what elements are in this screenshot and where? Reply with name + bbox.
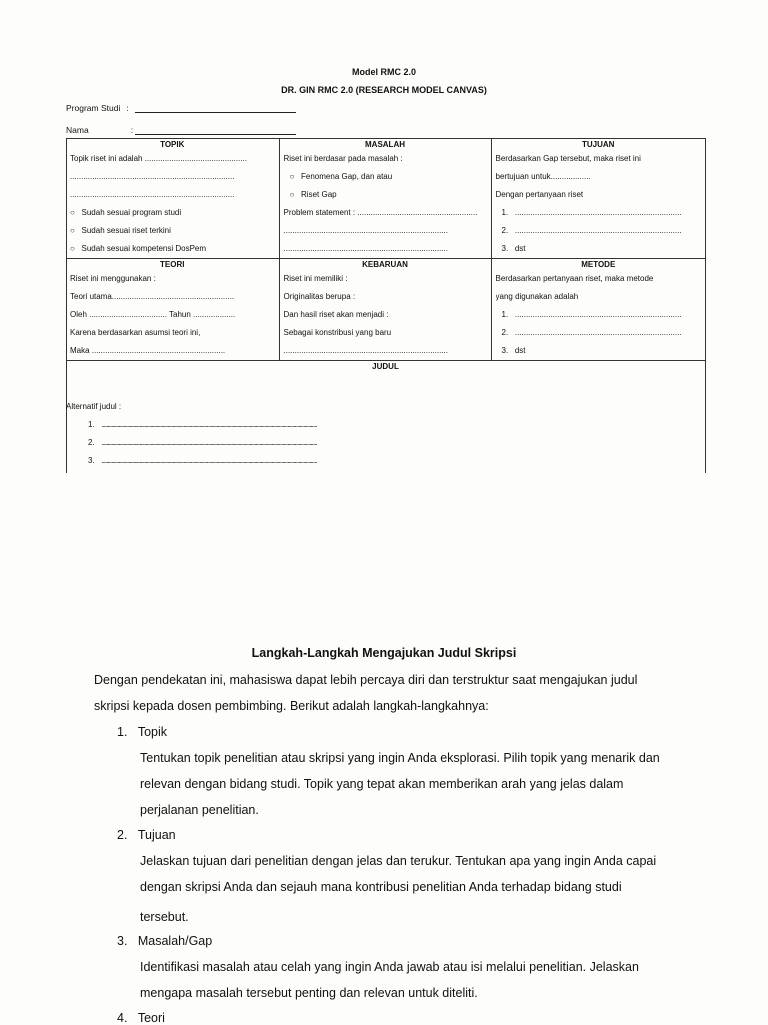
step-2-body [140,848,687,930]
alternatif-judul-label: Alternatif judul : [66,402,122,411]
circle-bullet-icon: ○ [289,190,295,199]
step-line: dengan skripsi Anda dan sejauh mana kontribusi penelitian Anda terhadap bidang studi [140,880,622,894]
step-line: Jelaskan tujuan dari penelitian dengan jelas dan terukur. Tentukan apa yang ingin Anda capai [140,854,657,868]
kebaruan-line: Riset ini memiliki : [283,274,348,283]
masalah-line: Riset ini berdasar pada masalah : [283,154,403,163]
masalah-header: MASALAH [279,139,491,151]
step-4-title: 4. Teori [117,1011,165,1025]
tujuan-question-2[interactable]: 2. ........................................................................... [501,226,682,235]
step-1-body [140,745,687,823]
table-right-border [705,138,706,473]
step-line: perjalanan penelitian. [140,803,259,817]
kebaruan-cell [279,270,491,361]
judul-option-1[interactable]: 1. ................................................................................................................................................................................ [88,420,317,429]
circle-bullet-icon: ○ [70,226,75,235]
nama-label: Nama : [66,125,134,135]
kebaruan-line: Originalitas berupa : [283,292,356,301]
step-line: tersebut. [140,910,189,924]
step-line: mengapa masalah tersebut penting dan relevan untuk diteliti. [140,986,478,1000]
section-title: Langkah-Langkah Mengajukan Judul Skripsi [251,646,517,660]
kebaruan-line[interactable]: .......................................................................... [283,346,448,355]
judul-header: JUDUL [66,361,705,373]
judul-option-2[interactable]: 2. ................................................................................................................................................................................ [88,438,317,447]
step-line: Identifikasi masalah atau celah yang ingin Anda jawab atau isi melalui penelitian. Jelaskan [140,960,639,974]
tujuan-question-1[interactable]: 1. ........................................................................... [501,208,682,217]
step-line: relevan dengan bidang studi. Topik yang tepat akan memberikan arah yang jelas dalam [140,777,624,791]
metode-item-2[interactable]: 2. ........................................................................... [501,328,682,337]
masalah-option-2[interactable]: ○ Riset Gap [289,190,337,199]
intro-paragraph [94,667,687,719]
step-line: Tentukan topik penelitian atau skripsi yang ingin Anda eksplorasi. Pilih topik yang menarik dan [140,751,660,765]
teori-cell [66,270,279,361]
nama-field[interactable] [135,124,296,135]
tujuan-line: Dengan pertanyaan riset [495,190,584,199]
topik-line[interactable]: .......................................................................... [70,190,235,199]
kebaruan-line: Sebagai konstribusi yang baru [283,328,392,337]
topik-line[interactable]: .......................................................................... [70,172,235,181]
topik-check-2[interactable]: ○ Sudah sesuai riset terkini [70,226,171,235]
intro-line: skripsi kepada dosen pembimbing. Berikut adalah langkah-langkahnya: [94,699,489,713]
teori-line: Riset ini menggunakan : [70,274,156,283]
teori-line[interactable]: Oleh ................................... Tahun ................... [70,310,236,319]
problem-statement-line[interactable]: Problem statement : ...................................................... [283,208,478,217]
program-studi-field[interactable] [135,102,296,113]
tujuan-cell [491,150,705,259]
kebaruan-line: Dan hasil riset akan menjadi : [283,310,389,319]
topik-check-3[interactable]: ○ Sudah sesuai kompetensi DosPem [70,244,207,253]
tujuan-line: Berdasarkan Gap tersebut, maka riset ini [495,154,641,163]
doc-title: Model RMC 2.0 [351,67,416,77]
teori-header: TEORI [66,259,279,271]
circle-bullet-icon: ○ [289,172,295,181]
tujuan-header: TUJUAN [491,139,705,151]
teori-line: Karena berdasarkan asumsi teori ini, [70,328,201,337]
masalah-line[interactable]: .......................................................................... [283,226,448,235]
step-3-title: 3. Masalah/Gap [117,934,213,948]
masalah-line[interactable]: .......................................................................... [283,244,448,253]
metode-cell [491,270,705,361]
teori-line[interactable]: Maka ............................................................ [70,346,226,355]
circle-bullet-icon: ○ [70,208,75,217]
circle-bullet-icon: ○ [70,244,75,253]
tujuan-question-3: 3. dst [501,244,526,253]
metode-line: yang digunakan adalah [495,292,579,301]
topik-line[interactable]: Topik riset ini adalah .............................................. [70,154,247,163]
step-2-title: 2. Tujuan [117,828,176,842]
metode-header: METODE [491,259,705,271]
judul-content [66,398,317,470]
step-1-title: 1. Topik [117,725,168,739]
doc-subtitle: DR. GIN RMC 2.0 (RESEARCH MODEL CANVAS) [281,85,487,95]
metode-line: Berdasarkan pertanyaan riset, maka metode [495,274,654,283]
teori-line[interactable]: Teori utama....................................................... [70,292,235,301]
step-3-body [140,954,687,1006]
masalah-option-1[interactable]: ○ Fenomena Gap, dan atau [289,172,393,181]
tujuan-line[interactable]: bertujuan untuk.................. [495,172,591,181]
kebaruan-header: KEBARUAN [279,259,491,271]
masalah-cell [279,150,491,259]
topik-check-1[interactable]: ○ Sudah sesuai program studi [70,208,182,217]
topik-header: TOPIK [66,139,279,151]
metode-item-3: 3. dst [501,346,526,355]
topik-cell [66,150,279,259]
metode-item-1[interactable]: 1. ........................................................................... [501,310,682,319]
program-studi-label: Program Studi : [66,103,129,113]
judul-option-3[interactable]: 3. ................................................................................................................................................................................ [88,456,317,465]
intro-line: Dengan pendekatan ini, mahasiswa dapat lebih percaya diri dan terstruktur saat mengajukan judul [94,673,638,687]
